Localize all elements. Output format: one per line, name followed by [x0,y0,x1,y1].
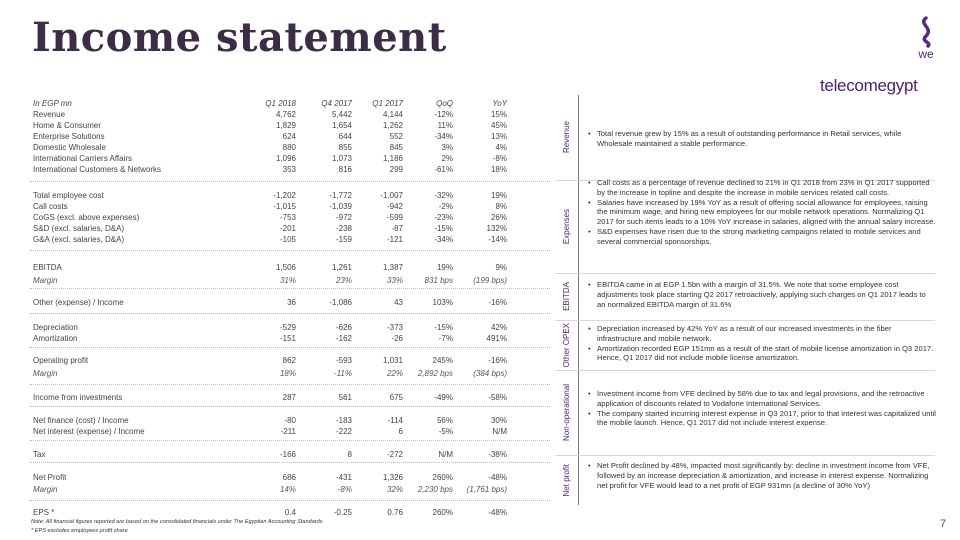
commentary-bullet: • Total revenue grew by 15% as a result of outstanding performance in Retail services, while Wholesale maintained a stable performance. [586,129,936,149]
row-label: CoGS (excl. above expenses) [33,213,140,222]
table-cell: 14% [279,485,296,494]
table-cell: 8% [495,202,507,211]
table-cell: -1,202 [273,191,296,200]
table-cell: -1,086 [329,298,352,307]
table-cell: 18% [490,165,507,174]
table-cell: -222 [335,427,352,436]
table-cell: N/M [438,450,453,459]
table-cell: 0.76 [387,508,403,517]
section-label-other-opex: Other OPEX [561,322,571,368]
commentary-bullet: • Investment income from VFE declined by 58% due to tax and legal provisions, and the retroactive application of discounts related to Vodafone International Services. [586,389,936,409]
table-cell: 624 [282,132,296,141]
table-cell: 9% [495,263,507,272]
table-cell: (1,761 bps) [466,485,507,494]
table-cell: -38% [488,450,507,459]
section-separator [555,455,935,456]
row-label: Domestic Wholesale [33,143,106,152]
row-label: Tax [33,450,46,459]
section-label-net-profit: Net profit [561,463,571,497]
row-label: Total employee cost [33,191,104,200]
net-profit-commentary [586,461,936,490]
table-cell: -48% [488,473,507,482]
table-separator [30,384,550,385]
row-label: Other (expense) / Income [33,298,124,307]
table-cell: -162 [335,334,352,343]
table-cell: -16% [488,298,507,307]
table-row [30,393,550,406]
table-cell: 43 [394,298,403,307]
table-cell: -61% [434,165,453,174]
table-cell: -753 [279,213,296,222]
table-separator [30,462,550,463]
table-cell: -114 [387,416,403,425]
section-separator [555,370,935,371]
commentary-bullet: • Salaries have increased by 19% YoY as a result of offering social allowance for employees, raising the minimum wage, and hiring new employees for our mobile network operations. Normalizing Q1 2017 for such items leads to a 10% YoY increase in salaries, aligned with the annual salary increase. [586,198,936,227]
table-cell: 4% [495,143,507,152]
row-label: Operating profit [33,356,89,365]
table-cell: 675 [389,393,403,402]
page-number: 7 [940,518,947,530]
table-cell: 33% [386,276,403,285]
table-cell: 353 [282,165,296,174]
table-cell: 31% [279,276,296,285]
table-cell: 30% [490,416,507,425]
row-label: G&A (excl. salaries, D&A) [33,235,125,244]
table-cell: -211 [280,427,296,436]
table-cell: 132% [486,224,507,233]
ebitda-commentary [586,280,936,309]
row-label: Margin [33,485,58,494]
table-cell: 26% [490,213,507,222]
table-cell: 1,262 [382,121,403,130]
row-label: Net Profit [33,473,67,482]
table-cell: 23% [335,276,352,285]
table-cell: 36 [287,298,296,307]
table-cell: 1,261 [331,263,352,272]
table-row [30,427,550,440]
table-cell: -159 [335,235,352,244]
table-cell: -16% [488,356,507,365]
table-row [30,334,550,347]
table-cell: 1,031 [382,356,403,365]
table-separator [30,250,550,251]
row-label: Net interest (expense) / Income [33,427,145,436]
commentary-bullet: • Net Profit declined by 48%, impacted most significantly by: decline in investment income from VFE, followed by an increase depreciation & amortization, and increase in interest expense. Normalizing net profit for VFE would lead to a net profit of EGP 931mn (a decline of 30% YoY) [586,461,936,490]
table-cell: 491% [486,334,507,343]
table-cell: 260% [432,508,453,517]
revenue-commentary [586,129,936,149]
table-cell: -11% [333,369,352,378]
table-separator [30,288,550,289]
table-cell: 1,326 [382,473,403,482]
table-cell: 287 [282,393,296,402]
section-separator [555,320,935,321]
table-cell: -12% [434,110,453,119]
table-cell: 32% [386,485,403,494]
row-label: International Carriers Affairs [33,154,133,163]
row-label: Amortization [33,334,78,343]
table-separator [30,500,550,501]
section-label-revenue: Revenue [561,121,571,154]
row-label: Net finance (cost) / Income [33,416,129,425]
table-row [30,165,550,178]
table-cell: 15% [490,110,507,119]
table-cell: 22% [386,369,403,378]
table-cell: 45% [490,121,507,130]
row-label: Enterprise Solutions [33,132,105,141]
table-cell: 103% [432,298,453,307]
table-cell: 19% [436,263,453,272]
row-label: S&D (excl. salaries, D&A) [33,224,125,233]
table-cell: 18% [279,369,296,378]
table-cell: 644 [338,132,352,141]
table-cell: 245% [432,356,453,365]
table-cell: 855 [338,143,352,152]
table-cell: 880 [282,143,296,152]
table-cell: -15% [434,224,453,233]
table-cell: -58% [488,393,507,402]
table-row [30,485,550,498]
section-divider-line [578,95,579,505]
table-cell: -14% [488,235,507,244]
brand-name-part1: telecom [820,76,878,95]
table-cell: N/M [492,427,507,436]
footnote-eps: * EPS excludes employees profit share [31,528,128,534]
row-label: EPS * [33,508,55,517]
table-cell: -183 [335,416,352,425]
table-separator [30,313,550,314]
column-header: QoQ [436,99,453,108]
table-cell: 56% [436,416,453,425]
table-cell: -34% [434,235,453,244]
table-cell: -8% [337,485,352,494]
section-label-non-operational: Non-operational [561,384,571,441]
table-cell: 4,762 [275,110,296,119]
table-cell: 4,144 [382,110,403,119]
table-cell: -272 [386,450,403,459]
commentary-bullet: • Call costs as a percentage of revenue declined to 21% in Q1 2018 from 23% in Q1 2017 supported by the increase in topline and despite the increase in mobile services related call costs. [586,178,936,198]
table-cell: -1,039 [329,202,352,211]
table-cell: 1,186 [382,154,403,163]
row-label: Depreciation [33,323,78,332]
table-cell: -201 [279,224,296,233]
table-cell: 1,387 [382,263,403,272]
table-row [30,235,550,248]
table-cell: 11% [437,121,453,130]
table-cell: -105 [279,235,296,244]
table-cell: -1,015 [273,202,296,211]
table-cell: 13% [490,132,507,141]
table-cell: -1,007 [380,191,403,200]
table-cell: 299 [389,165,403,174]
table-cell: -5% [438,427,453,436]
row-label: Revenue [33,110,66,119]
table-separator [30,181,550,182]
table-cell: 19% [490,191,507,200]
expenses-commentary [586,178,936,247]
commentary-bullet: • Depreciation increased by 42% YoY as a result of our increased investments in the fiber infrastructure and mobile network. [586,324,936,344]
table-cell: 845 [389,143,403,152]
row-label: International Customers & Networks [33,165,162,174]
row-label: Margin [33,276,58,285]
non-operational-commentary [586,389,936,428]
table-cell: 1,654 [331,121,352,130]
table-cell: -32% [434,191,453,200]
table-cell: -23% [434,213,453,222]
table-cell: 5,442 [331,110,352,119]
table-cell: -151 [279,334,296,343]
page-title: Income statement [32,14,447,61]
table-cell: 816 [338,165,352,174]
column-header: Q1 2018 [265,99,296,108]
table-cell: -1,772 [329,191,352,200]
table-cell: 831 bps [424,276,453,285]
brand-name [820,76,918,96]
table-cell: -15% [434,323,453,332]
table-cell: 1,506 [275,263,296,272]
row-label: Home & Consumer [33,121,102,130]
table-cell: -972 [335,213,352,222]
table-cell: -0.25 [333,508,352,517]
column-header: Q1 2017 [372,99,403,108]
table-cell: -49% [434,393,453,402]
section-label-expenses: Expenses [561,208,571,245]
table-cell: 260% [432,473,453,482]
table-cell: -593 [335,356,352,365]
table-row [30,298,550,311]
table-cell: 0.4 [284,508,296,517]
table-cell: -80 [284,416,296,425]
table-cell: 42% [490,323,507,332]
column-header: YoY [492,99,507,108]
table-cell: -8% [492,154,507,163]
row-label: Call costs [33,202,68,211]
table-cell: 552 [389,132,403,141]
table-cell: 1,829 [275,121,296,130]
table-cell: -26 [391,334,403,343]
table-cell: 561 [338,393,352,402]
table-cell: -87 [391,224,403,233]
commentary-bullet: • The company started incurring interest expense in Q3 2017, prior to that interest was capitalized until the mobile launch. Hence, Q1 2017 did not include interest expense. [586,409,936,429]
table-row [30,369,550,382]
table-cell: 3% [441,143,453,152]
table-cell: 686 [282,473,296,482]
table-separator [30,440,550,441]
section-separator [555,273,935,274]
table-cell: 862 [282,356,296,365]
commentary-bullet: • S&D expenses have risen due to the strong marketing campaigns related to mobile services and several commercial sponsorships. [586,227,936,247]
table-row [30,356,550,369]
table-cell: 2,230 bps [417,485,453,494]
table-cell: (199 bps) [473,276,507,285]
table-cell: -7% [438,334,453,343]
table-cell: -431 [335,473,352,482]
table-separator [30,406,550,407]
table-cell: -121 [386,235,403,244]
row-label: Margin [33,369,58,378]
commentary-bullet: • Amortization recorded EGP 151mn as a result of the start of mobile license amortization in Q3 2017. Hence, Q1 2017 did not include mobile license amortization. [586,344,936,364]
row-label: EBITDA [33,263,62,272]
table-cell: -238 [335,224,352,233]
column-header: Q4 2017 [321,99,352,108]
table-separator [30,347,550,348]
table-unit-label: In EGP mn [33,99,72,108]
we-logo-icon [910,16,942,60]
footnote-accounting: Note: All financial figures reported are based on the consolidated financials under The Egyptian Accounting Standards [31,519,323,525]
table-cell: 2% [441,154,453,163]
table-row [30,263,550,276]
table-cell: 2,892 bps [417,369,453,378]
table-cell: -626 [335,323,352,332]
table-cell: -942 [386,202,403,211]
table-cell: 8 [347,450,352,459]
table-cell: 1,096 [275,154,296,163]
logo-we-text: we [918,47,934,60]
table-cell: -2% [438,202,453,211]
section-label-ebitda: EBITDA [561,282,571,311]
table-cell: 1,073 [331,154,352,163]
table-cell: -599 [386,213,403,222]
table-cell: -373 [386,323,403,332]
commentary-bullet: • EBITDA came in at EGP 1.5bn with a margin of 31.5%. We note that some employee cost adjustments took place starting Q2 2017 retroactively, applying such charges on Q1 2017 leads to an normalized EBITDA margin of 31.6% [586,280,936,309]
row-label: Income from investments [33,393,123,402]
brand-name-part2: egypt [877,76,918,95]
table-cell: -166 [279,450,296,459]
table-cell: -34% [434,132,453,141]
table-cell: -48% [488,508,507,517]
table-cell: 6 [398,427,403,436]
table-cell: (384 bps) [473,369,507,378]
other-opex-commentary [586,324,936,363]
table-cell: -529 [279,323,296,332]
